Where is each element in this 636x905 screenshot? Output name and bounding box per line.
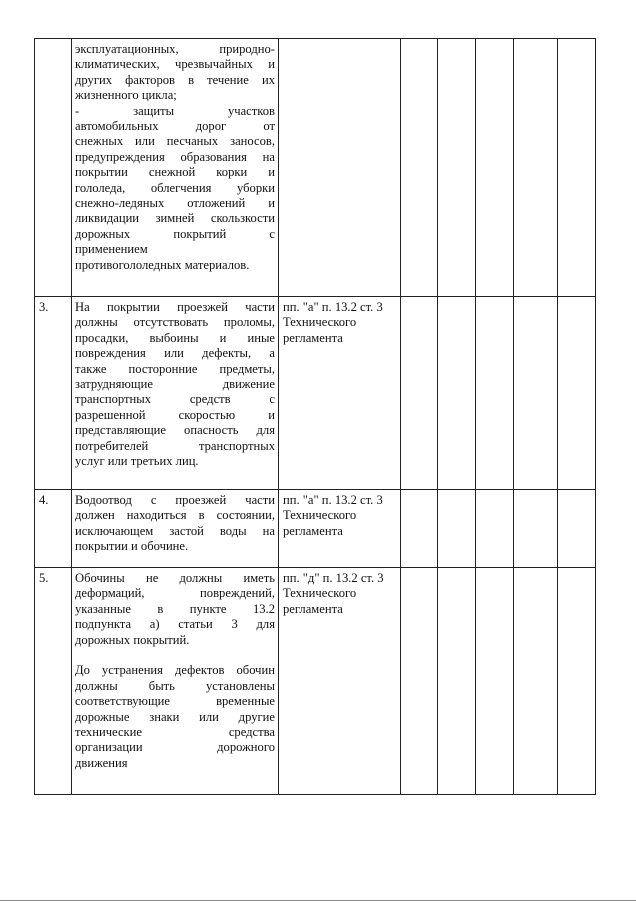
- requirement-text: [72, 39, 279, 297]
- table-row: [35, 39, 596, 297]
- page-bottom-rule: [0, 900, 636, 901]
- reference-line: регламента: [283, 601, 343, 616]
- requirement-line: покрытии снежной корки и: [75, 165, 275, 180]
- reference-line: Технического: [283, 315, 357, 330]
- requirement-line: просадки, выбоины и иные: [75, 330, 275, 345]
- requirement-line: потребителей транспортных: [75, 438, 275, 453]
- requirement-line: исключающем застой воды на: [75, 523, 275, 538]
- empty-check-cell: [514, 568, 558, 795]
- requirement-line: должен находиться в состоянии,: [75, 508, 275, 523]
- requirement-text: [72, 297, 279, 490]
- empty-check-cell: [401, 297, 438, 490]
- requirement-line: автомобильных дорог от: [75, 119, 275, 134]
- requirement-line: услуг или третьих лиц.: [75, 454, 199, 469]
- table-row: [35, 490, 596, 568]
- requirement-line: снежных или песчаных заносов,: [75, 134, 275, 149]
- reference-line: Технического: [283, 586, 357, 601]
- requirement-line: должны быть установлены: [75, 678, 275, 693]
- requirement-line: других факторов в течение их: [75, 72, 275, 87]
- reference-line: регламента: [283, 330, 343, 345]
- empty-check-cell: [438, 568, 476, 795]
- requirement-line: транспортных средств с: [75, 392, 275, 407]
- empty-check-cell: [558, 568, 596, 795]
- requirement-line: дорожных покрытий с: [75, 226, 275, 241]
- requirement-line: покрытии и обочине.: [75, 539, 189, 554]
- requirement-line: подпункта а) статьи 3 для: [75, 617, 275, 632]
- requirement-line: гололеда, облегчения уборки: [75, 180, 275, 195]
- empty-check-cell: [476, 297, 514, 490]
- requirement-line: должны отсутствовать проломы,: [75, 315, 275, 330]
- empty-check-cell: [558, 490, 596, 568]
- requirement-line: повреждения или дефекты, а: [75, 346, 275, 361]
- empty-check-cell: [438, 39, 476, 297]
- requirement-line: деформаций, повреждений,: [75, 586, 275, 601]
- requirement-line: указанные в пункте 13.2: [75, 601, 275, 616]
- empty-check-cell: [401, 568, 438, 795]
- requirement-line: применением: [75, 242, 148, 257]
- empty-check-cell: [558, 39, 596, 297]
- requirement-line: дорожных покрытий.: [75, 632, 190, 647]
- reference-line: пп. "а" п. 13.2 ст. 3: [283, 300, 383, 314]
- row-number: 4.: [35, 490, 72, 568]
- empty-check-cell: [438, 297, 476, 490]
- row-number: 3.: [35, 297, 72, 490]
- reference-line: Технического: [283, 508, 357, 523]
- requirement-line: На покрытии проезжей части: [75, 300, 275, 314]
- requirement-line: эксплуатационных, природно-: [75, 42, 275, 56]
- reference-line: регламента: [283, 523, 343, 538]
- requirement-line: - защиты участков: [75, 103, 275, 118]
- requirement-line: соответствующие временные: [75, 694, 275, 709]
- requirement-line: Водоотвод с проезжей части: [75, 493, 275, 507]
- empty-check-cell: [401, 39, 438, 297]
- table-row: [35, 568, 596, 795]
- requirement-line: разрешенной скоростью и: [75, 407, 275, 422]
- reference-line: пп. "а" п. 13.2 ст. 3: [283, 493, 383, 507]
- empty-check-cell: [514, 297, 558, 490]
- requirement-text: [72, 568, 279, 795]
- empty-check-cell: [476, 39, 514, 297]
- requirement-line: затрудняющие движение: [75, 377, 275, 392]
- requirement-line: представляющие опасность для: [75, 423, 275, 438]
- requirement-line: До устранения дефектов обочин: [75, 663, 275, 678]
- table-body: [35, 39, 596, 795]
- reference-text: [279, 568, 401, 795]
- row-number: [35, 39, 72, 297]
- requirement-line: климатических, чрезвычайных и: [75, 57, 275, 72]
- requirement-line: дорожные знаки или другие: [75, 709, 275, 724]
- requirement-line: предупреждения образования на: [75, 149, 275, 164]
- requirement-line: ликвидации зимней скользкости: [75, 211, 275, 226]
- requirements-table: [34, 38, 596, 795]
- requirement-text: [72, 490, 279, 568]
- empty-check-cell: [514, 490, 558, 568]
- reference-text: [279, 39, 401, 297]
- requirement-line: движения: [75, 755, 128, 770]
- requirement-line: технические средства: [75, 725, 275, 740]
- reference-text: [279, 490, 401, 568]
- reference-text: [279, 297, 401, 490]
- requirement-line: Обочины не должны иметь: [75, 571, 275, 585]
- requirement-line: снежно-ледяных отложений и: [75, 196, 275, 211]
- empty-check-cell: [558, 297, 596, 490]
- reference-line: пп. "д" п. 13.2 ст. 3: [283, 571, 384, 585]
- empty-check-cell: [438, 490, 476, 568]
- requirement-line: [75, 648, 275, 663]
- requirement-line: организации дорожного: [75, 740, 275, 755]
- empty-check-cell: [401, 490, 438, 568]
- requirement-line: жизненного цикла;: [75, 88, 177, 103]
- table-row: [35, 297, 596, 490]
- requirement-line: также посторонние предметы,: [75, 361, 275, 376]
- empty-check-cell: [514, 39, 558, 297]
- empty-check-cell: [476, 568, 514, 795]
- empty-check-cell: [476, 490, 514, 568]
- requirement-line: противогололедных материалов.: [75, 257, 250, 272]
- row-number: 5.: [35, 568, 72, 795]
